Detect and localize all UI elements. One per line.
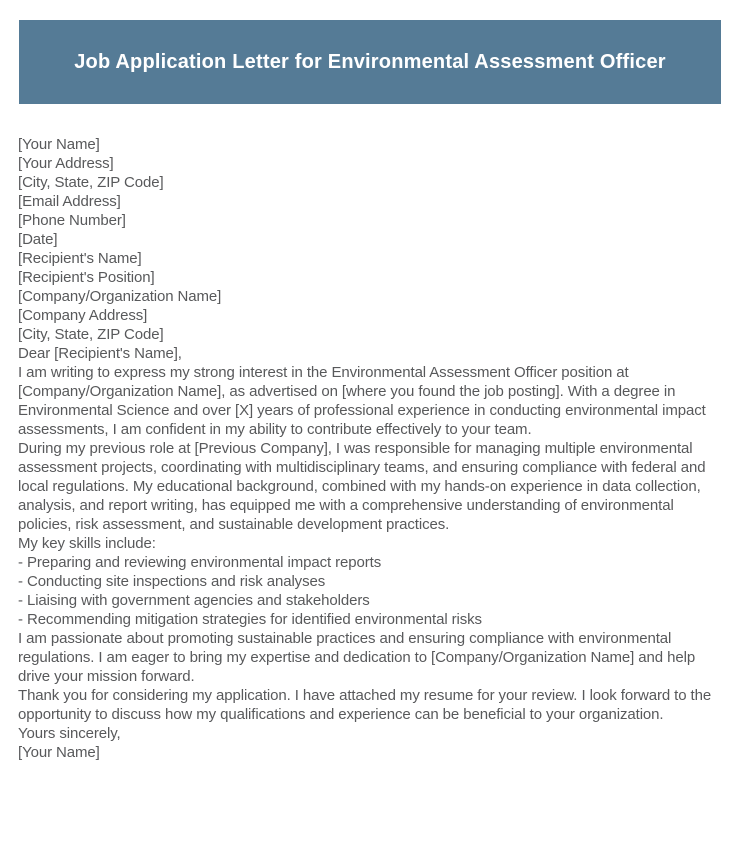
salutation: Dear [Recipient's Name], <box>18 345 182 362</box>
contact-line: [Recipient's Position] <box>18 269 155 286</box>
skill-item: - Conducting site inspections and risk analyses <box>18 573 326 590</box>
skill-item: - Liaising with government agencies and stakeholders <box>18 592 370 609</box>
contact-line: [City, State, ZIP Code] <box>18 326 164 343</box>
contact-line: [Email Address] <box>18 193 121 210</box>
contact-line: [Your Address] <box>18 155 114 172</box>
letter-body <box>18 135 722 762</box>
signoff: Yours sincerely, <box>18 725 121 742</box>
page-title: Job Application Letter for Environmental Assessment Officer <box>74 50 666 73</box>
contact-line: [Date] <box>18 231 58 248</box>
skill-item: - Preparing and reviewing environmental impact reports <box>18 554 382 571</box>
closing-paragraph: Thank you for considering my application. I have attached my resume for your review. I look forward to the opportunity to discuss how my qualifications and experience can be beneficial to your organization. <box>18 687 712 723</box>
skill-item: - Recommending mitigation strategies for identified environmental risks <box>18 611 482 628</box>
contact-line: [City, State, ZIP Code] <box>18 174 164 191</box>
contact-line: [Company/Organization Name] <box>18 288 222 305</box>
contact-line: [Company Address] <box>18 307 148 324</box>
signature: [Your Name] <box>18 744 100 761</box>
header-banner <box>19 20 721 104</box>
closing-paragraph: I am passionate about promoting sustainable practices and ensuring compliance with environmental regulations. I am eager to bring my expertise and dedication to [Company/Organization Name] and help drive your mission forward. <box>18 630 696 685</box>
page <box>0 20 740 858</box>
body-paragraph: I am writing to express my strong interest in the Environmental Assessment Officer position at [Company/Organization Name], as advertised on [where you found the job posting]. With a degree in Environmental Science and over [X] years of professional experience in conducting environmental impact assessments, I am confident in my ability to contribute effectively to your team. <box>18 364 706 438</box>
skills-intro: My key skills include: <box>18 535 156 552</box>
body-paragraph: During my previous role at [Previous Company], I was responsible for managing multiple environmental assessment projects, coordinating with multidisciplinary teams, and ensuring compliance with federal and local regulations. My educational background, combined with my hands-on experience in data collection, analysis, and report writing, has equipped me with a comprehensive understanding of environmental policies, risk assessment, and sustainable development practices. <box>18 440 706 533</box>
contact-line: [Recipient's Name] <box>18 250 142 267</box>
contact-line: [Phone Number] <box>18 212 126 229</box>
contact-line: [Your Name] <box>18 136 100 153</box>
